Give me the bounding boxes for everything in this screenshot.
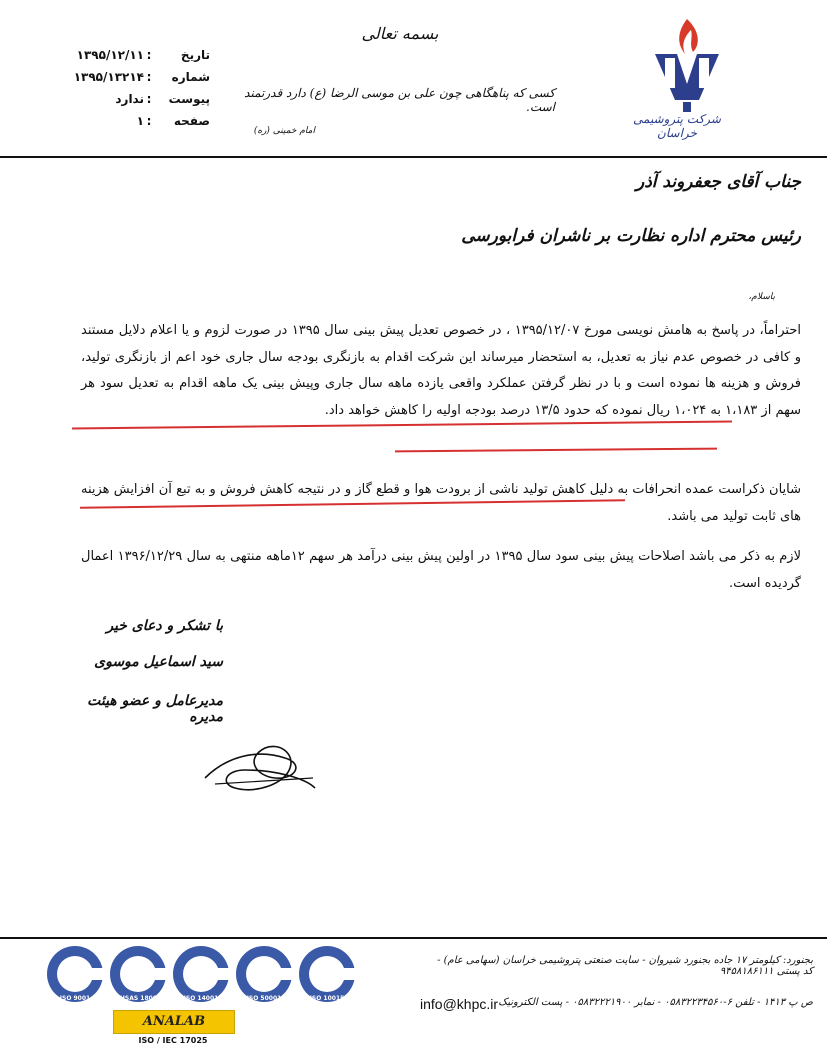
- certification-badges: [45, 944, 365, 1008]
- meta-page: صفحه : ۱: [60, 110, 210, 132]
- tuv-badge-2: [108, 944, 168, 1004]
- signer-name: سید اسماعیل موسوی: [94, 654, 223, 670]
- letter-meta: [60, 44, 210, 132]
- page-value: ۱: [136, 114, 144, 128]
- paragraph-3: لازم به ذکر می باشد اصلاحات پیش بینی سود سال ۱۳۹۵ در اولین پیش بینی درآمد هر سهم ۱۲ماهه منتهی به سال ۱۳۹۶/۱۲/۲۹ اعمال گردیده است.: [81, 549, 801, 591]
- header-quote: کسی که پناهگاهی چون علی بن موسی الرضا (ع) دارد قدرتمند است.: [244, 86, 555, 114]
- cert-label-2: OHSAS 18001: [114, 995, 162, 1002]
- footer-address: بجنورد: کیلومتر ۱۷ جاده بجنورد شیروان - سایت صنعتی پتروشیمی خراسان (سهامی عام) - کد پستی ۹۴۵۸۱۸۶۱۱۱: [437, 955, 813, 977]
- bismillah: بسمه تعالی: [361, 24, 439, 43]
- analab-logo: [113, 1010, 235, 1034]
- greeting: باسلام،: [748, 292, 775, 302]
- tuv-badge-5: [297, 944, 357, 1004]
- analab-text: ANALAB: [142, 1014, 206, 1029]
- lab-certification: ISO / IEC 17025: [138, 1036, 208, 1045]
- signer-title: مدیرعامل و عضو هیئت مدیره: [87, 693, 223, 725]
- header-divider: [0, 156, 827, 158]
- recipient: جناب آقای جعفروند آذر: [636, 172, 801, 192]
- paragraph-1: احتراماً، در پاسخ به هامش نویسی مورخ ۱۳۹۵/۱۲/۰۷ ، در خصوص تعدیل پیش بینی سال ۱۳۹۵ در صورت لزوم و یا اعلام دلایل مستند و کافی در خصوص عدم نیاز به تعدیل، به استحضار میرساند این شرکت اقدام به بازنگری بودجه سال جاری خود اعم از بازنگری تولید، فروش و هزینه ها نموده است و با در نظر گرفتن عملکرد واقعی یازده ماهه سال جاری وپیش بینی یک ماهه اقدام به تعدیل سود هر سهم از ۱،۱۸۳ به ۱،۰۲۴ ریال نموده که حدود ۱۳/۵ درصد بودجه اولیه را کاهش خواهد داد.: [81, 323, 802, 418]
- company-name: شرکت پتروشیمی خراسان: [633, 112, 721, 140]
- recipient-title: رئیس محترم اداره نظارت بر ناشران فرابورسی: [461, 226, 801, 246]
- number-label: شماره: [171, 70, 210, 84]
- footer-divider: [0, 937, 827, 939]
- cert-label-5: ISO 10015: [309, 995, 345, 1002]
- quote-source: امام خمینی (ره): [253, 126, 315, 136]
- number-value: ۱۳۹۵/۱۳۲۱۴: [73, 70, 144, 84]
- cert-label-1: ISO 9001: [59, 995, 91, 1002]
- meta-attachment: پیوست : ندارد: [60, 88, 210, 110]
- date-label: تاریخ: [180, 48, 210, 62]
- highlight-underline-2: [395, 448, 717, 453]
- meta-number: شماره : ۱۳۹۵/۱۳۲۱۴: [60, 66, 210, 88]
- date-value: ۱۳۹۵/۱۲/۱۱: [76, 48, 144, 62]
- cert-label-4: ISO 50001: [246, 995, 282, 1002]
- meta-date: تاریخ : ۱۳۹۵/۱۲/۱۱: [60, 44, 210, 66]
- tuv-badge-3: [171, 944, 231, 1004]
- handwritten-signature: [195, 718, 325, 808]
- attachment-value: ندارد: [115, 92, 144, 106]
- footer-contact: ص پ ۱۴۱۳ - تلفن ۶-۰۵۸۳۲۲۳۴۵۶۰ - نمابر ۰۵۸۳۲۲۲۱۹۰۰ - پست الکترونیک: [498, 997, 813, 1008]
- closing: با تشکر و دعای خیر: [106, 618, 223, 634]
- attachment-label: پیوست: [168, 92, 210, 106]
- tuv-badge-1: [45, 944, 105, 1004]
- tuv-badge-4: [234, 944, 294, 1004]
- footer-email[interactable]: info@khpc.ir: [420, 996, 499, 1012]
- cert-label-3: ISO 14001: [183, 995, 219, 1002]
- paragraph-2: شایان ذکراست عمده انحرافات به دلیل کاهش تولید ناشی از برودت هوا و قطع گاز و در نتیجه کاهش فروش و به تبع آن افزایش هزینه های ثابت تولید می باشد.: [81, 482, 801, 524]
- page-label: صفحه: [173, 114, 210, 128]
